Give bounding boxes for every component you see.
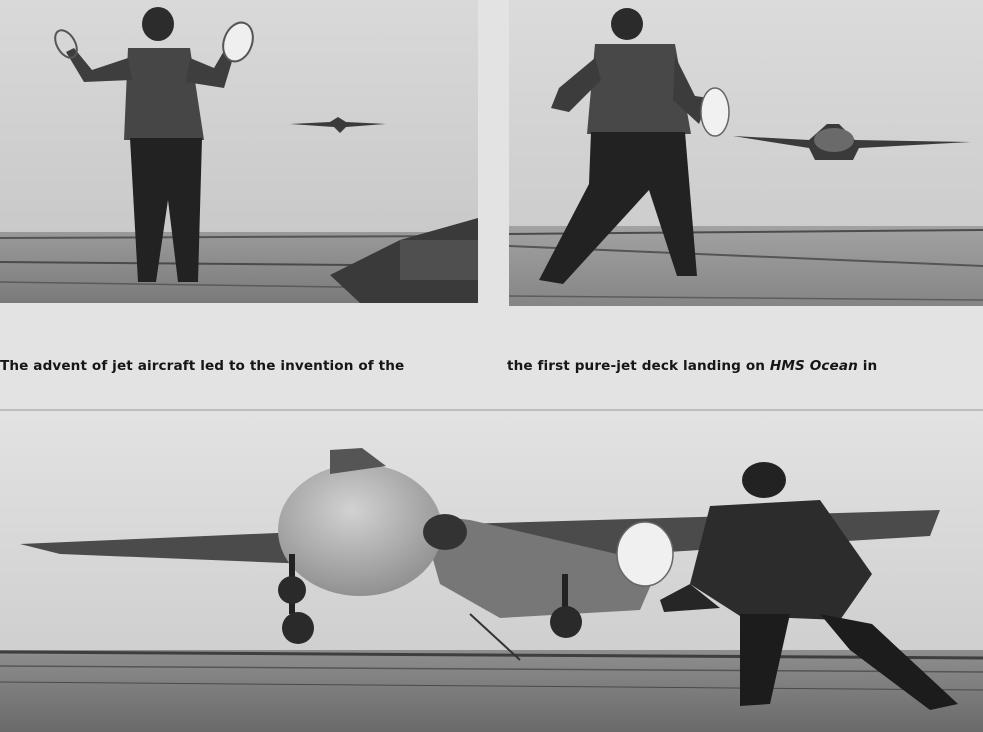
photo-2-image (509, 0, 983, 306)
section-divider (0, 409, 983, 411)
caption-text: in (857, 358, 878, 374)
photo-3-image (0, 414, 983, 732)
caption-left-line: The advent of jet aircraft led to the invention of the (0, 358, 405, 374)
caption-text: the first pure-jet deck landing on (507, 358, 770, 374)
ship-name: HMS Ocean (769, 358, 858, 374)
caption-right-line-1 (507, 357, 983, 375)
photo-batsman-arms-raised (0, 0, 478, 303)
photo-1-image (0, 0, 478, 303)
photo-batsman-jet-approaching (509, 0, 983, 306)
photo-vampire-touchdown (0, 414, 983, 732)
